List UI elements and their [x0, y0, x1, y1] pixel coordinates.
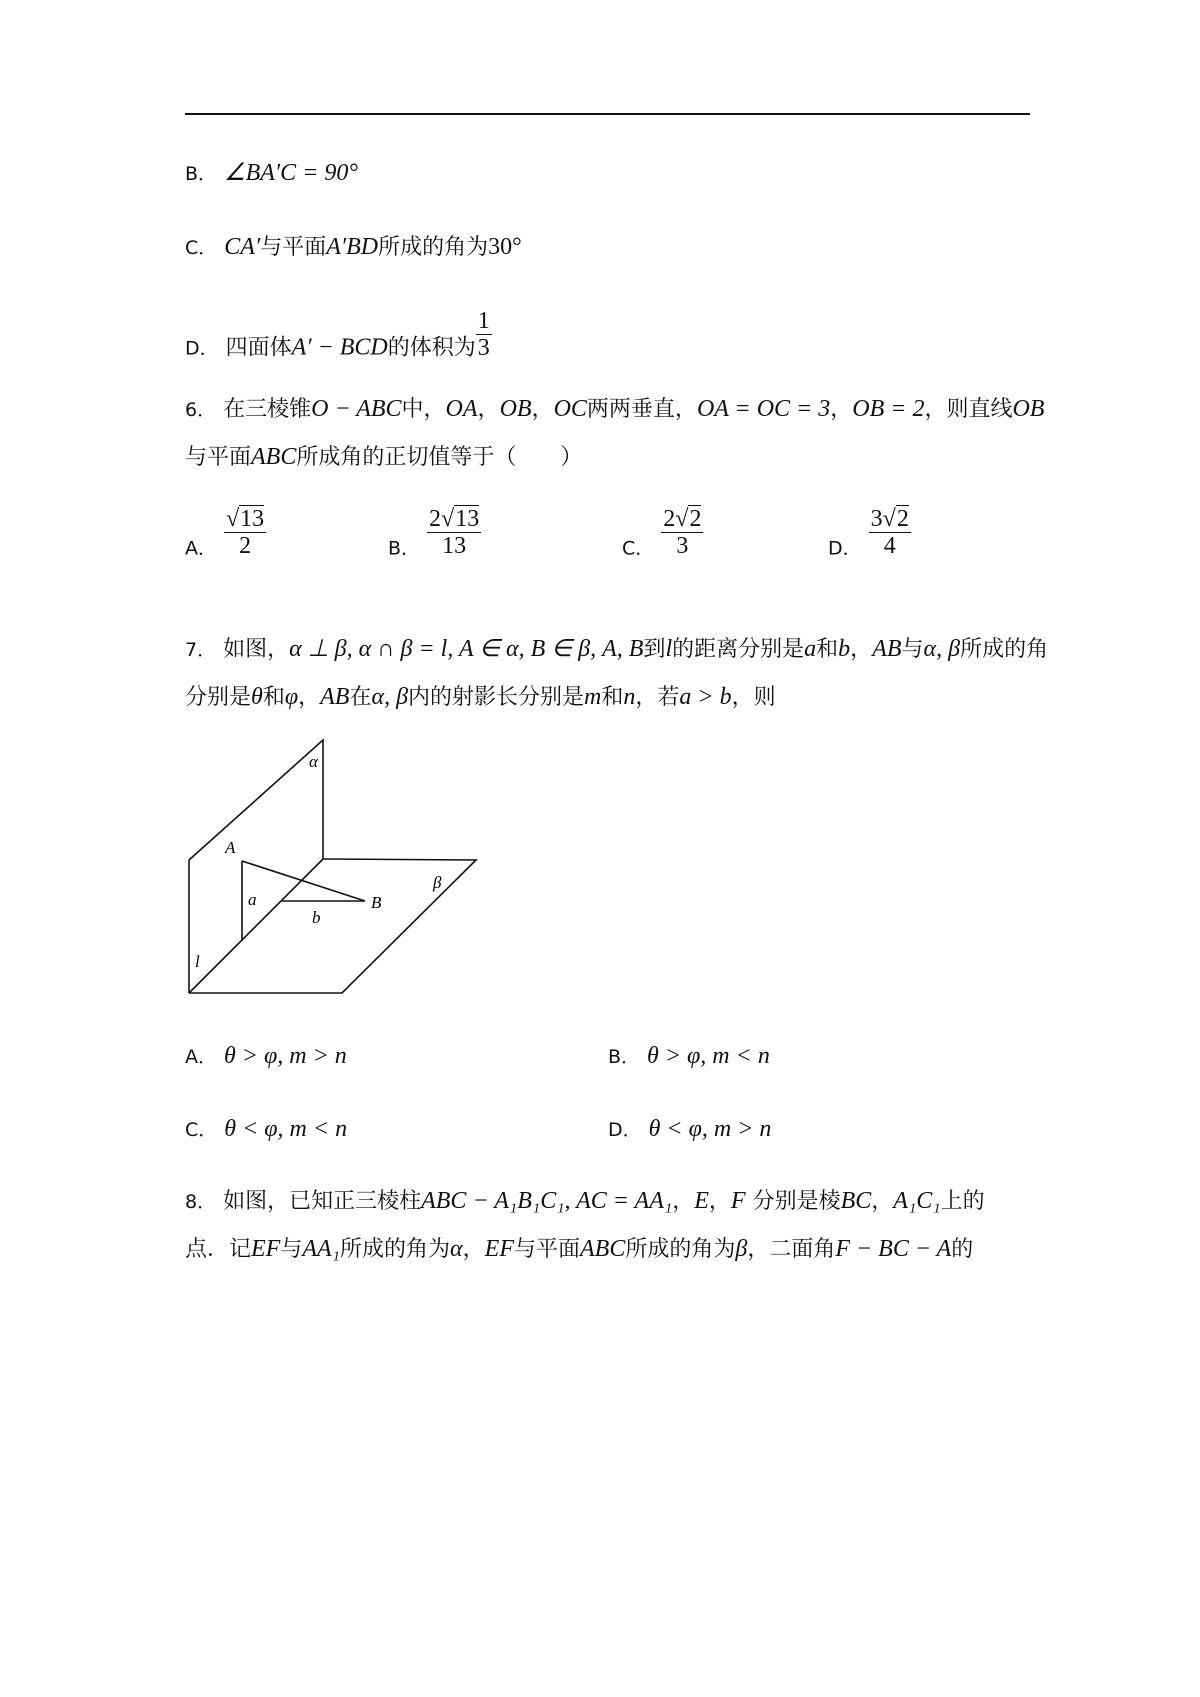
option-label: C．	[185, 1119, 218, 1141]
math-expression: α, β	[923, 636, 961, 662]
fraction	[476, 308, 492, 361]
math-expression: AB	[872, 636, 902, 662]
q8-line-2	[185, 1234, 973, 1265]
fraction	[427, 506, 481, 559]
question-text: 两两垂直，	[586, 397, 697, 422]
segment-ab	[242, 861, 365, 901]
math-expression: α, β	[371, 684, 409, 710]
coefficient: 2	[429, 506, 442, 532]
fraction-numerator: 2√13	[429, 506, 480, 532]
label-beta: β	[433, 873, 442, 892]
math-expression: a > b	[679, 684, 732, 710]
fraction-numerator: 2√2	[663, 506, 702, 532]
math-expression: m	[584, 684, 602, 710]
q7-option-c	[185, 1115, 347, 1143]
math-expression: EF	[484, 1236, 514, 1262]
question-text: 点．记	[185, 1237, 252, 1262]
math-expression: θ	[251, 684, 263, 710]
radicand: 2	[689, 506, 702, 532]
fraction-numerator: √13	[226, 506, 265, 532]
option-expression: ∠BA′C = 90°	[224, 160, 358, 186]
question-number: 6．	[185, 399, 217, 421]
option-expression: θ > φ, m > n	[224, 1043, 347, 1069]
question-number: 7．	[185, 639, 217, 661]
q7-option-d	[608, 1115, 771, 1143]
q5-option-d	[185, 308, 492, 375]
math-expression: AA₁	[302, 1236, 341, 1262]
question-text: ，若	[635, 685, 680, 710]
question-text: ，二面角	[747, 1237, 836, 1262]
option-text: 所成的角为	[378, 235, 489, 260]
question-text: 在三棱锥	[223, 397, 312, 422]
question-text: 如图，	[223, 637, 290, 662]
math-expression: OC	[553, 396, 587, 422]
fraction-denominator: 4	[883, 533, 896, 559]
question-text: 的	[951, 1237, 974, 1262]
option-label: A．	[185, 1046, 217, 1068]
question-text: ，则直线	[924, 397, 1013, 422]
option-label: B．	[608, 1046, 641, 1068]
math-expression: EF	[251, 1236, 281, 1262]
fraction-denominator: 13	[442, 533, 467, 559]
radicand: 13	[455, 506, 480, 532]
math-expression: E	[694, 1188, 709, 1214]
option-label: D．	[608, 1119, 642, 1141]
math-expression: β	[735, 1236, 748, 1262]
option-label: B．	[185, 163, 218, 185]
math-expression: OB	[1012, 396, 1045, 422]
question-text: ，则	[731, 685, 776, 710]
option-expression: A′ − BCD	[291, 334, 388, 361]
option-text: 的体积为	[387, 335, 476, 361]
math-expression: O − ABC	[311, 396, 402, 422]
math-expression: F − BC − A	[835, 1236, 952, 1262]
header-rule	[185, 113, 1030, 115]
fraction	[869, 506, 911, 559]
question-text: 到	[643, 637, 666, 662]
option-label: A．	[185, 537, 217, 560]
label-b: b	[312, 908, 321, 927]
option-expression: A′BD	[326, 234, 379, 260]
question-text: 上的	[940, 1189, 985, 1214]
dihedral-figure	[185, 735, 485, 1000]
math-expression: OB	[499, 396, 532, 422]
math-expression: l	[665, 636, 673, 662]
math-expression: OB = 2	[852, 396, 925, 422]
coefficient: 3	[870, 506, 883, 532]
option-expression: CA′	[224, 234, 261, 260]
math-expression: AB	[320, 684, 350, 710]
option-label: D．	[828, 537, 862, 560]
fraction-numerator: 1	[477, 308, 490, 334]
question-text: ，	[672, 1189, 695, 1214]
intersection-edge	[189, 859, 323, 993]
option-expression: 30°	[488, 234, 522, 260]
question-text: ，	[871, 1189, 894, 1214]
fraction-denominator: 2	[239, 533, 252, 559]
math-expression: n	[623, 684, 636, 710]
q5-option-b	[185, 158, 358, 189]
math-expression: α ⊥ β, α ∩ β = l, A ∈ α, B ∈ β, A, B	[289, 636, 644, 662]
question-text: 在	[349, 685, 372, 710]
math-expression: a	[804, 636, 817, 662]
q5-option-c	[185, 232, 522, 263]
question-text: 内的射影长分别是	[408, 685, 585, 710]
question-text: 所成的角	[960, 637, 1049, 662]
math-expression: b	[838, 636, 851, 662]
q7-option-a	[185, 1042, 347, 1070]
q8-line-1	[185, 1186, 985, 1217]
question-text: ，	[477, 397, 500, 422]
math-expression: OA	[445, 396, 478, 422]
option-text: 四面体	[225, 335, 292, 361]
label-point-a: A	[225, 838, 236, 857]
question-text: 如图，已知正三棱柱	[223, 1189, 422, 1214]
question-text: ，	[708, 1189, 731, 1214]
option-label: C．	[622, 537, 655, 560]
coefficient: 2	[663, 506, 676, 532]
math-expression: ABC − A₁B₁C₁, AC = AA₁	[421, 1188, 673, 1214]
label-alpha: α	[309, 752, 318, 771]
math-expression: ABC	[580, 1236, 626, 1262]
option-expression: θ > φ, m < n	[647, 1043, 770, 1069]
radicand: 13	[240, 506, 265, 532]
question-text: 与	[901, 637, 924, 662]
fraction-numerator: 3√2	[870, 506, 909, 532]
q6-option-b	[388, 506, 481, 575]
question-text: ，	[850, 637, 873, 662]
math-expression: OA = OC = 3	[696, 396, 831, 422]
question-text: 和	[601, 685, 624, 710]
plane-alpha-outline	[189, 740, 323, 860]
label-point-b: B	[371, 893, 382, 912]
q6-line-1	[185, 394, 1044, 425]
question-text: 所成的角为	[340, 1237, 451, 1262]
question-text: 所成角的正切值等于（ ）	[296, 445, 583, 470]
option-label: D．	[185, 337, 219, 360]
question-text: ，	[298, 685, 321, 710]
question-text: 分别是	[185, 685, 252, 710]
question-text: 和	[262, 685, 285, 710]
question-text: 所成的角为	[625, 1237, 736, 1262]
fraction	[224, 506, 266, 559]
q6-option-a	[185, 506, 266, 575]
question-text: 分别是棱	[745, 1189, 841, 1214]
label-l: l	[195, 952, 200, 971]
radicand: 2	[896, 506, 909, 532]
q6-option-c	[622, 506, 703, 575]
q7-line-1	[185, 634, 1048, 665]
math-expression: α	[450, 1236, 463, 1262]
label-a: a	[248, 890, 257, 909]
math-expression: BC	[840, 1188, 872, 1214]
q6-line-2	[185, 442, 582, 473]
question-text: 中，	[401, 397, 446, 422]
q7-line-2	[185, 682, 776, 713]
option-label: C．	[185, 237, 218, 259]
question-text: 与平面	[185, 445, 252, 470]
option-text: 与平面	[260, 235, 327, 260]
q7-option-b	[608, 1042, 770, 1070]
fraction-denominator: 3	[676, 533, 689, 559]
math-expression: ABC	[251, 444, 297, 470]
question-number: 8．	[185, 1191, 217, 1213]
question-text: ，	[531, 397, 554, 422]
question-text: 和	[816, 637, 839, 662]
question-text: 与	[280, 1237, 303, 1262]
question-text: ，	[830, 397, 853, 422]
option-expression: θ < φ, m > n	[648, 1116, 772, 1142]
question-text: 与平面	[514, 1237, 581, 1262]
fraction	[661, 506, 703, 559]
question-text: 的距离分别是	[672, 637, 805, 662]
math-expression: φ	[284, 684, 299, 710]
option-label: B．	[388, 537, 421, 560]
math-expression: A₁C₁	[893, 1188, 941, 1214]
q6-option-d	[828, 506, 911, 575]
math-expression: F	[730, 1188, 746, 1214]
fraction-denominator: 3	[477, 335, 490, 361]
option-expression: θ < φ, m < n	[224, 1116, 348, 1142]
question-text: ，	[462, 1237, 485, 1262]
